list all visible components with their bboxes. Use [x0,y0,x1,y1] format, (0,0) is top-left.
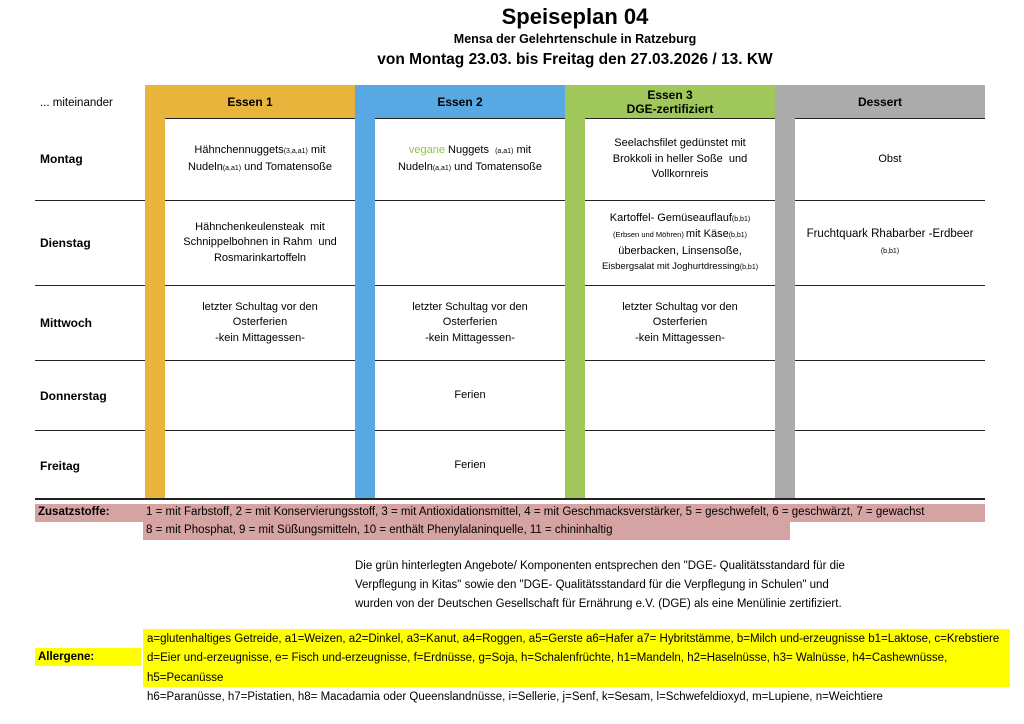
column-header-essen1 [145,85,355,118]
menu-text-segment: Nudeln [187,160,223,173]
date-range: von Montag 23.03. bis Freitag den 27.03.2026 / 13. KW [377,51,773,68]
dge-note-line-3: wurden von der Deutschen Gesellschaft für Ernährung e.V. (DGE) als eine Menülinie zertifiziert. [355,598,842,610]
allergene-label: Allergene: [35,648,141,666]
menu-cell-essen1-mittwoch [165,285,355,360]
allergene-line-1: a=glutenhaltiges Getreide, a1=Weizen, a2=Dinkel, a3=Kanut, a4=Roggen, a5=Gerste a6=Hafer a7= Hybritstämme, b=Milch und-erzeugnisse b1=Laktose, c=Krebstiere [147,633,1000,645]
menu-text-segment: Kartoffel- Gemüseauflauf [609,211,732,224]
menu-text-segment: -kein Mittagessen- [425,331,515,344]
column-stripe-dessert [775,85,795,500]
menu-text-line [881,243,899,260]
menu-text-line [425,331,515,347]
menu-text-line [195,220,325,236]
menu-text-line [618,244,742,260]
menu-text-line [613,152,748,168]
menu-text-segment: Hähnchenkeulensteak mit [195,220,325,233]
menu-text-segment: vegane [408,144,445,156]
menu-text-line [610,211,750,228]
meal-plan-table [35,85,985,500]
menu-cell-essen3-mittwoch [585,285,775,360]
menu-text-segment: Nuggets [444,144,496,156]
menu-cell-essen1-donnerstag [165,360,355,430]
menu-text-segment: und Tomatensoße [451,160,543,173]
menu-text-segment: letzter Schultag vor den [412,300,528,313]
menu-text-segment: (a,a1) [495,148,514,155]
menu-text-segment: Hähnchennuggets [194,144,284,156]
menu-text-segment: mit [513,144,532,156]
menu-text-segment: Brokkoli in heller Soße und [612,152,748,165]
menu-text-line [635,331,725,347]
menu-text-line [622,300,738,316]
menu-cell-essen3-freitag [585,430,775,500]
day-label-dienstag: Dienstag [35,200,145,285]
menu-text-segment: mit Käse [685,228,729,240]
menu-text-line [202,300,318,316]
menu-text-segment: Fruchtquark Rhabarber -Erdbeer [806,228,974,240]
column-stripe-essen2 [355,85,375,500]
menu-text-segment: (b,b1) [739,264,759,271]
menu-cell-essen2-mittwoch [375,285,565,360]
menu-text-line [614,136,745,152]
table-bottom-line [35,498,985,500]
menu-text-segment: und Tomatensoße [241,160,333,173]
menu-cell-dessert-freitag [795,430,985,500]
menu-cell-essen1-dienstag [165,200,355,285]
allergene-line-3: h6=Paranüsse, h7=Pistatien, h8= Macadamia oder Queenslandnüsse, i=Sellerie, j=Senf, k=Sesam, l=Schwefeldioxyd, m=Lupiene, n=Weichtiere [147,690,883,703]
menu-text-segment: Ferien [454,388,486,401]
day-label-freitag: Freitag [35,430,145,500]
menu-text-segment: (3,a,a1) [283,148,308,155]
column-header-dessert [775,85,985,118]
column-header-essen3 [565,85,775,118]
menu-text-line [454,458,485,474]
menu-cell-essen3-montag [585,118,775,200]
menu-text-line [194,143,325,160]
menu-text-segment: (b,b1) [880,247,900,255]
menu-cell-dessert-montag [795,118,985,200]
dge-note-line-1: Die grün hinterlegten Angebote/ Komponenten entsprechen den "DGE- Qualitätsstandard für die [355,560,845,572]
menu-cell-dessert-mittwoch [795,285,985,360]
menu-cell-essen3-donnerstag [585,360,775,430]
column-header-text: Essen 2 [437,94,483,109]
corner-label: ... miteinander [40,97,113,109]
menu-text-segment: (Erbsen und Möhren) [612,230,686,239]
dge-note [355,557,885,614]
menu-text-line [398,160,542,177]
menu-text-segment: -kein Mittagessen- [635,331,725,344]
zusatzstoffe-label: Zusatzstoffe: [38,506,110,518]
title-block [150,4,1000,69]
menu-cell-dessert-donnerstag [795,360,985,430]
menu-text-segment: Schnippelbohnen in Rahm und [183,236,337,249]
menu-text-line [652,167,709,183]
menu-text-segment: letzter Schultag vor den [202,300,318,313]
menu-text-segment: (b,b1) [731,215,751,223]
menu-text-segment: Seelachsfilet gedünstet mit [614,137,746,150]
menu-cell-essen1-freitag [165,430,355,500]
column-header-text: Dessert [857,94,903,109]
menu-text-line [188,160,332,177]
menu-text-line [214,251,306,267]
menu-text-segment: Ferien [454,458,486,471]
menu-text-line [233,315,287,331]
page-subtitle: Mensa der Gelehrtenschule in Ratzeburg [453,32,697,46]
column-header-text: DGE-zertifiziert [626,101,714,116]
menu-text-segment: Osterferien [232,316,288,329]
menu-text-line [613,227,747,244]
menu-cell-essen2-montag [375,118,565,200]
menu-text-line [878,152,901,168]
menu-text-segment: Osterferien [442,316,498,329]
day-label-mittwoch: Mittwoch [35,285,145,360]
menu-text-segment: Vollkornreis [651,168,709,181]
menu-text-segment: (a,a1) [432,164,452,172]
day-label-montag: Montag [40,152,83,166]
menu-cell-essen2-donnerstag [375,360,565,430]
allergene-text [143,629,1010,703]
menu-text-segment: -kein Mittagessen- [215,331,305,344]
menu-text-segment: (b,b1) [728,232,748,239]
column-stripe-essen1 [145,85,165,500]
menu-text-line [443,315,497,331]
menu-text-line [412,300,528,316]
zusatzstoffe-line-2: 8 = mit Phosphat, 9 = mit Süßungsmitteln, 10 = enthält Phenylalaninquelle, 11 = chininhaltig [146,524,613,536]
page-title: Speiseplan 04 [501,4,649,29]
menu-text-line [215,331,305,347]
menu-cell-essen1-montag [165,118,355,200]
menu-text-line [183,235,337,251]
menu-cell-essen2-freitag [375,430,565,500]
day-label-donnerstag: Donnerstag [35,360,145,430]
menu-cell-essen3-dienstag [585,200,775,285]
column-header-text: Essen 3 [647,87,693,102]
menu-text-segment: überbacken, Linsensoße, [618,244,742,257]
menu-text-segment: mit [307,144,326,156]
menu-text-segment: Eisbergsalat mit Joghurtdressing [601,261,740,272]
menu-text-line [454,388,485,404]
zusatzstoffe-line-1: 1 = mit Farbstoff, 2 = mit Konservierungsstoff, 3 = mit Antioxidationsmittel, 4 = mit Geschmacksverstärker, 5 = geschwefelt, 6 = geschwärzt, 7 = gewachst [146,506,925,518]
menu-text-line [602,259,758,276]
dge-note-line-2: Verpflegung in Kitas" sowie den "DGE- Qualitätsstandard für die Verpflegung in Schulen" und [355,579,829,591]
menu-text-line [807,227,974,243]
menu-cell-dessert-dienstag [795,200,985,285]
menu-text-segment: Rosmarinkartoffeln [213,251,307,264]
allergene-line-2: d=Eier und-erzeugnisse, e= Fisch und-erzeugnisse, f=Erdnüsse, g=Soja, h=Schalenfrüchte, h1=Mandeln, h2=Haselnüsse, h3= Walnüsse, h4=Cashewnüsse, h5=Pecanüsse [147,652,948,684]
menu-text-line [653,315,707,331]
menu-text-segment: Nudeln [397,160,433,173]
column-header-text: Essen 1 [227,94,273,109]
column-header-essen2 [355,85,565,118]
menu-text-segment: Osterferien [652,316,708,329]
column-stripe-essen3 [565,85,585,500]
menu-text-segment: (a,a1) [222,164,242,172]
menu-text-segment: letzter Schultag vor den [622,300,738,313]
menu-cell-essen2-dienstag [375,200,565,285]
menu-text-segment: Obst [878,152,902,165]
menu-text-line [409,143,531,160]
